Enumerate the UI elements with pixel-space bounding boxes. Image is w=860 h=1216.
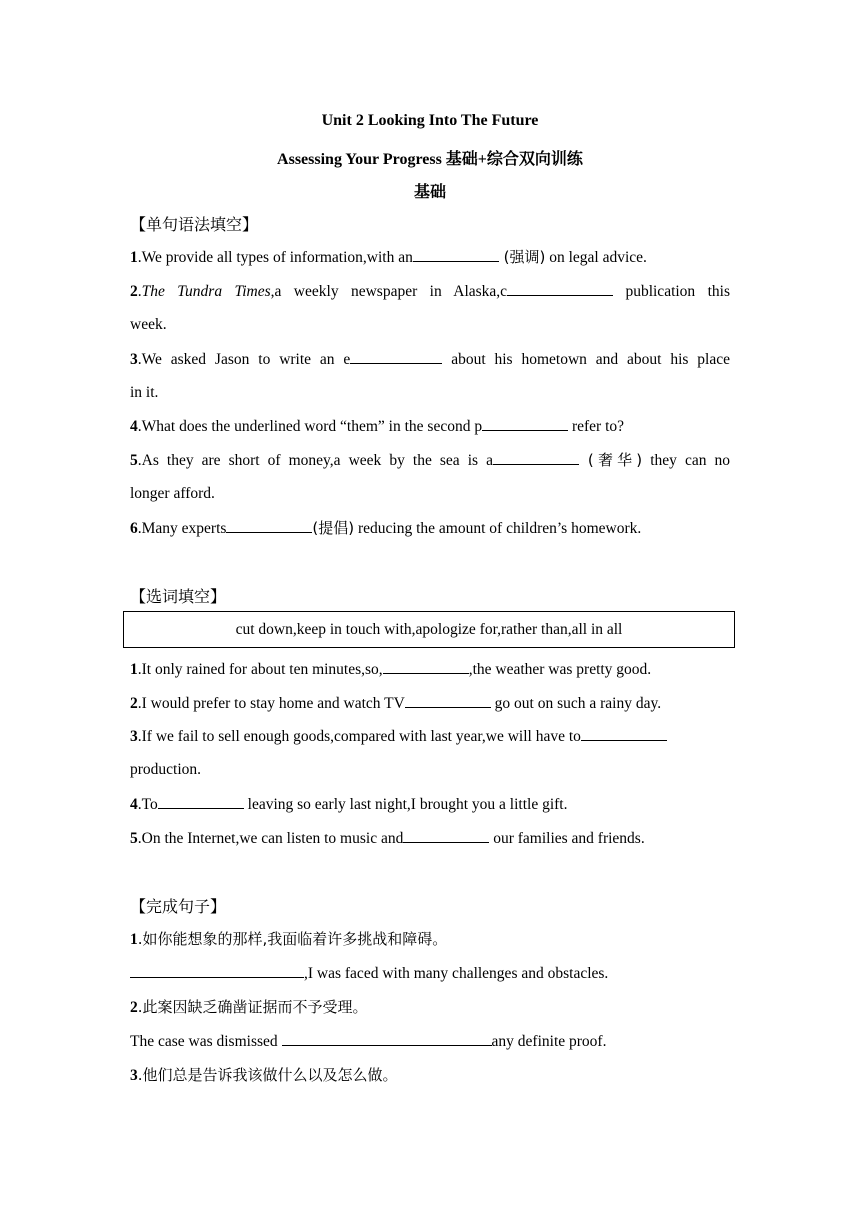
question-1-3: 3.We asked Jason to write an e about his hometown and about his place [130, 351, 730, 368]
answer-blank[interactable] [350, 349, 442, 364]
question-1-2: 2.The Tundra Times,a weekly newspaper in Alaska,c publication this [130, 283, 730, 300]
section-word-choice-heading: 【选词填空】 [130, 587, 227, 606]
question-3-2-en: The case was dismissed any definite proof. [130, 1033, 607, 1050]
answer-blank[interactable] [507, 281, 613, 296]
answer-blank[interactable] [403, 828, 489, 843]
question-2-1: 1.It only rained for about ten minutes,so, ,the weather was pretty good. [130, 661, 652, 678]
answer-blank[interactable] [581, 726, 667, 741]
question-1-6: 6.Many experts (提倡) reducing the amount of children’s homework. [130, 519, 642, 537]
question-2-3-cont: production. [130, 761, 202, 778]
question-1-3-cont: in it. [130, 384, 159, 401]
word-bank-box: cut down,keep in touch with,apologize for,rather than,all in all [123, 611, 735, 648]
question-2-5: 5.On the Internet,we can listen to music and our families and friends. [130, 830, 645, 847]
answer-blank[interactable] [405, 693, 491, 708]
answer-blank[interactable] [413, 247, 499, 262]
answer-blank[interactable] [130, 963, 304, 978]
question-2-4: 4.To leaving so early last night,I brought you a little gift. [130, 796, 568, 813]
answer-blank[interactable] [493, 450, 579, 465]
level-heading: 基础 [413, 184, 446, 201]
answer-blank[interactable] [158, 794, 244, 809]
question-1-5: 5.As they are short of money,a week by the sea is a (奢华) they can no [130, 451, 730, 469]
worksheet-subtitle: Assessing Your Progress 基础+综合双向训练 [277, 151, 583, 168]
question-1-5-cont: longer afford. [130, 485, 215, 502]
question-2-3: 3.If we fail to sell enough goods,compared with last year,we will have to [130, 726, 730, 747]
unit-title: Unit 2 Looking Into The Future [321, 112, 539, 129]
section-grammar-fill-heading: 【单句语法填空】 [130, 215, 259, 234]
question-3-1-cn: 1.如你能想象的那样,我面临着许多挑战和障碍。 [130, 930, 448, 948]
section-complete-sentences-heading: 【完成句子】 [130, 897, 227, 916]
answer-blank[interactable] [282, 1031, 492, 1046]
question-1-4: 4.What does the underlined word “them” in the second p refer to? [130, 418, 625, 435]
answer-blank[interactable] [226, 518, 312, 533]
question-1-2-cont: week. [130, 316, 167, 333]
question-2-2: 2.I would prefer to stay home and watch TV go out on such a rainy day. [130, 695, 662, 712]
question-3-1-en: ,I was faced with many challenges and obstacles. [130, 963, 730, 984]
answer-blank[interactable] [482, 416, 568, 431]
question-3-2-cn: 2.此案因缺乏确凿证据而不予受理。 [130, 998, 368, 1016]
question-3-3-cn: 3.他们总是告诉我该做什么以及怎么做。 [130, 1066, 398, 1084]
answer-blank[interactable] [383, 659, 469, 674]
question-1-1: 1.We provide all types of information,with an (强调) on legal advice. [130, 248, 647, 266]
